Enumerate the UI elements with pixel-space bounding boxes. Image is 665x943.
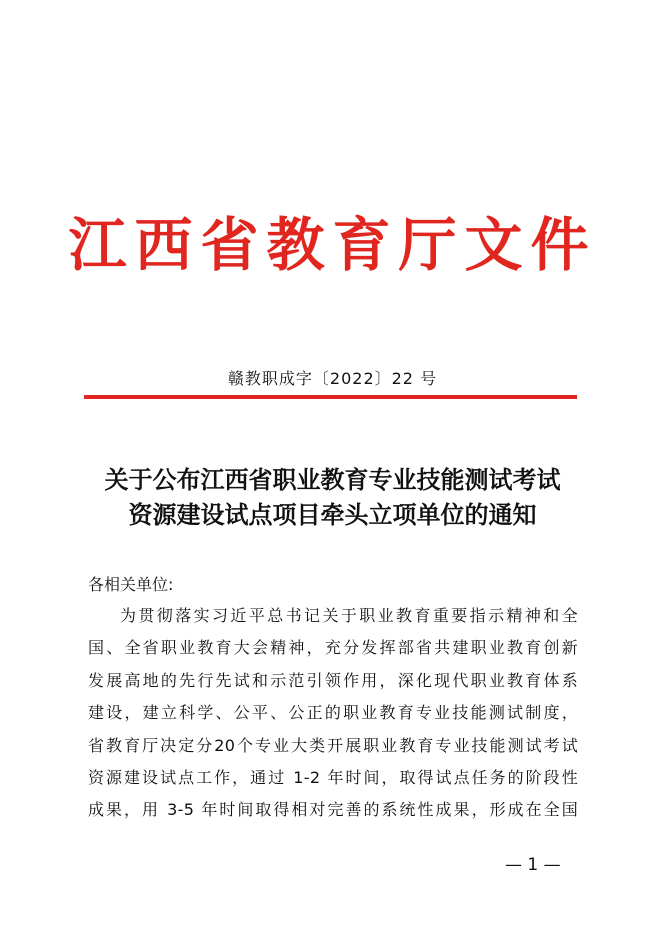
notice-title-line-1: 关于公布江西省职业教育专业技能测试考试 (104, 465, 561, 494)
issuer-masthead: 江西省教育厅文件 (68, 211, 597, 279)
body-line: 建设，建立科学、公平、公正的职业教育专业技能测试制度， (88, 703, 578, 723)
body-line: 为贯彻落实习近平总书记关于职业教育重要指示精神和全 (120, 606, 578, 625)
document-number: 赣教职成字〔2022〕22 号 (227, 369, 438, 388)
body-line: 资源建设试点工作，通过 1-2 年时间，取得试点任务的阶段性 (88, 767, 578, 787)
notice-title (60, 462, 605, 532)
salutation: 各相关单位: (88, 575, 174, 594)
notice-title-line-2: 资源建设试点项目牵头立项单位的通知 (128, 500, 537, 529)
body-line: 省教育厅决定分20个专业大类开展职业教育专业技能测试考试 (88, 735, 578, 755)
body-line: 发展高地的先行先试和示范引领作用，深化现代职业教育体系 (88, 670, 578, 690)
body-line: 国、全省职业教育大会精神，充分发挥部省共建职业教育创新 (88, 638, 578, 658)
body-text (88, 601, 578, 828)
red-divider-line (84, 395, 577, 399)
page-number: — 1 — (505, 855, 561, 875)
body-line: 成果，用 3-5 年时间取得相对完善的系统性成果，形成在全国 (88, 800, 578, 820)
